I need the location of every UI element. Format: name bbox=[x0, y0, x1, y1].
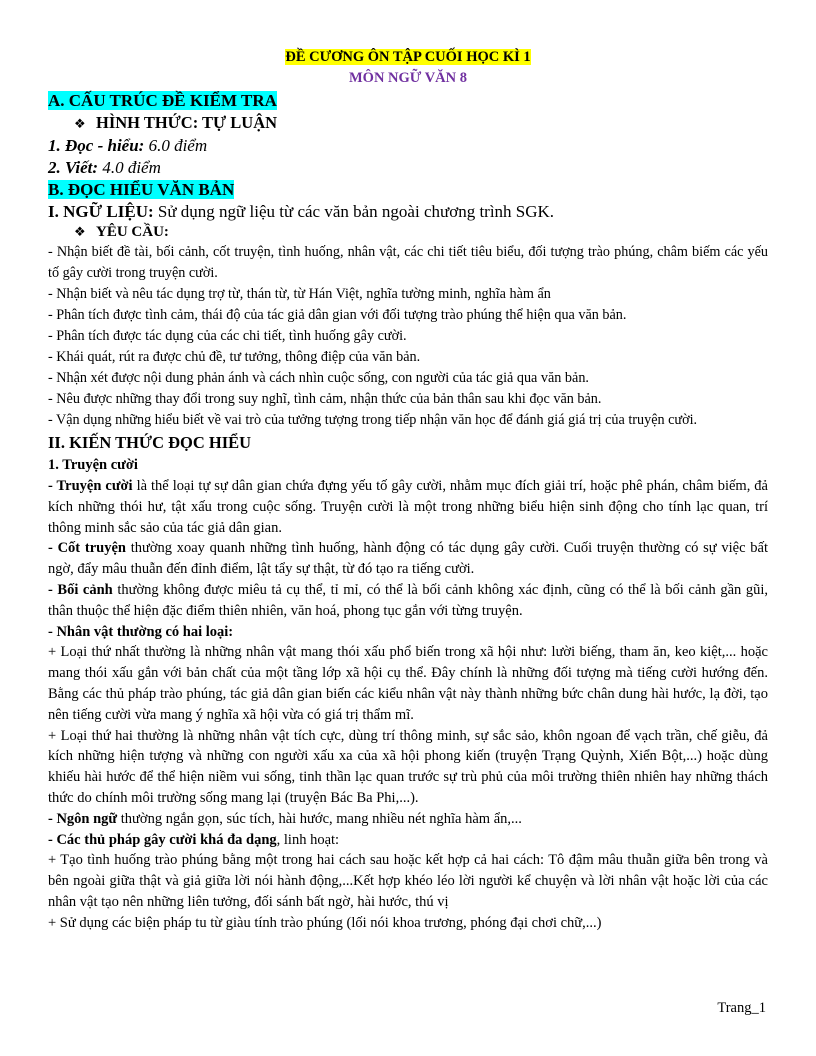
paragraph-character-type-2: + Loại thứ hai thường là những nhân vật tích cực, dùng trí thông minh, sự sắc sảo, khôn ngoan để vạch trần, chế giễu, đả kích những hiện tượng và những con người xấu xa của xã hội phong kiến (truyện Trạng Quỳnh, Xiển Bột,...) hoặc dùng khiếu hài hước để thể hiện niềm vui sống, tinh thần lạc quan trước sự trù phủ của môi trường thiên nhiên hay những thách thức do chính môi trường sống mang lại (truyện Bác Ba Phi,...). bbox=[48, 727, 768, 806]
section-a-heading: A. CẤU TRÚC ĐỀ KIỂM TRA bbox=[48, 91, 277, 110]
doc-title: ĐỀ CƯƠNG ÔN TẬP CUỐI HỌC KÌ 1 bbox=[285, 49, 531, 65]
kien-thuc-heading: II. KIẾN THỨC ĐỌC HIỂU bbox=[48, 433, 252, 452]
requirement-item: - Nhận xét được nội dung phản ánh và cách nhìn cuộc sống, con người của tác giả qua văn bản. bbox=[48, 370, 589, 386]
paragraph-plot: - Cốt truyện thường xoay quanh những tình huống, hành động có tác dụng gây cười. Cuối truyện thường có sự việc bất ngờ, đẩy mâu thuẫn đến đỉnh điểm, lật tẩy sự thật, từ đó tạo ra tiếng cười. bbox=[48, 540, 768, 578]
paragraph-setting: - Bối cảnh thường không được miêu tả cụ thể, tỉ mỉ, có thể là bối cảnh không xác định, cũng có thể là bối cảnh gần gũi, thân thuộc thể hiện đặc điểm thiên nhiên, văn hoá, phong tục gắn với từng truyện. bbox=[48, 581, 768, 619]
paragraph-language: - Ngôn ngữ thường ngắn gọn, súc tích, hài hước, mang nhiều nét nghĩa hàm ẩn,... bbox=[48, 810, 522, 827]
diamond-bullet-icon: ❖ bbox=[74, 225, 86, 240]
paragraph-character-type-1: + Loại thứ nhất thường là những nhân vật mang thói xấu phổ biến trong xã hội như: lười biếng, tham ăn, keo kiệt,... hoặc mang thói xấu gắn với bản chất của một tầng lớp xã hội cụ thể. Đây chính là những đối tượng mà tiếng cười hướng đến. Bằng các thủ pháp trào phúng, tác giả dân gian biến các kiểu nhân vật này thành những bức chân dung hài hước, lạ đời, tạo nên tiếng cười vừa mang ý nghĩa xã hội vừa có giá trị thẩm mĩ. bbox=[48, 644, 768, 723]
section-b-heading: B. ĐỌC HIỂU VĂN BẢN bbox=[48, 180, 235, 199]
requirement-item: - Phân tích được tình cảm, thái độ của tác giả dân gian với đối tượng trào phúng thể hiện qua văn bản. bbox=[48, 307, 627, 323]
page-number: Trang_1 bbox=[717, 1000, 766, 1016]
viet-score: 2. Viết: 4.0 điểm bbox=[48, 158, 161, 177]
requirement-item: - Nhận biết và nêu tác dụng trợ từ, thán từ, từ Hán Việt, nghĩa tường minh, nghĩa hàm ẩn bbox=[48, 286, 551, 302]
requirement-item: - Nhận biết đề tài, bối cảnh, cốt truyện, tình huống, nhân vật, các chi tiết tiêu biểu, đối tượng trào phúng, châm biếm các yếu tố gây cười trong truyện cười. bbox=[48, 244, 768, 281]
requirement-item: - Khái quát, rút ra được chủ đề, tư tưởng, thông điệp của văn bản. bbox=[48, 349, 421, 365]
hinh-thuc-line: ❖ HÌNH THỨC: TỰ LUẬN bbox=[48, 112, 768, 135]
paragraph-characters-heading: - Nhân vật thường có hai loại: bbox=[48, 623, 234, 640]
yeu-cau-line: ❖ YÊU CẦU: bbox=[74, 224, 169, 240]
requirement-item: - Vận dụng những hiểu biết về vai trò của tưởng tượng trong tiếp nhận văn học để đánh giá giá trị của truyện cười. bbox=[48, 412, 698, 428]
doc-hieu-score: 1. Đọc - hiểu: 6.0 điểm bbox=[48, 136, 208, 155]
paragraph-techniques: - Các thủ pháp gây cười khá đa dạng, linh hoạt: bbox=[48, 831, 340, 848]
requirement-item: - Phân tích được tác dụng của các chi tiết, tình huống gây cười. bbox=[48, 328, 407, 344]
paragraph-technique-1: + Tạo tình huống trào phúng bằng một trong hai cách sau hoặc kết hợp cả hai cách: Tô đậm mâu thuẫn giữa bên trong và bên ngoài giữa thật và giả giữa lời nói hành động,...Kết hợp khéo léo lời người kể chuyện và lời nhân vật hoặc lời của các nhân vật tạo nên những liên tưởng, đối sánh bất ngờ, hài hước, thú vị bbox=[48, 852, 768, 910]
document-page bbox=[48, 46, 768, 934]
requirement-item: - Nêu được những thay đổi trong suy nghĩ, tình cảm, nhận thức của bản thân sau khi đọc văn bản. bbox=[48, 391, 602, 407]
paragraph-definition: - Truyện cười là thể loại tự sự dân gian chứa đựng yếu tố gây cười, nhằm mục đích giải trí, hoặc phê phán, châm biếm, đả kích những thói hư, tật xấu trong cuộc sống. Truyện cười là một trong những biểu hiện sinh động cho tính lạc quan, trí thông minh sắc sảo của tác giả dân gian. bbox=[48, 478, 768, 536]
paragraph-technique-2: + Sử dụng các biện pháp tu từ giàu tính trào phúng (lối nói khoa trương, phóng đại chơi chữ,...) bbox=[48, 914, 602, 931]
doc-subtitle: MÔN NGỮ VĂN 8 bbox=[348, 70, 467, 86]
ngu-lieu-line: I. NGỮ LIỆU: Sử dụng ngữ liệu từ các văn bản ngoài chương trình SGK. bbox=[48, 202, 555, 221]
diamond-bullet-icon: ❖ bbox=[74, 117, 86, 132]
truyen-cuoi-heading: 1. Truyện cười bbox=[48, 457, 138, 473]
